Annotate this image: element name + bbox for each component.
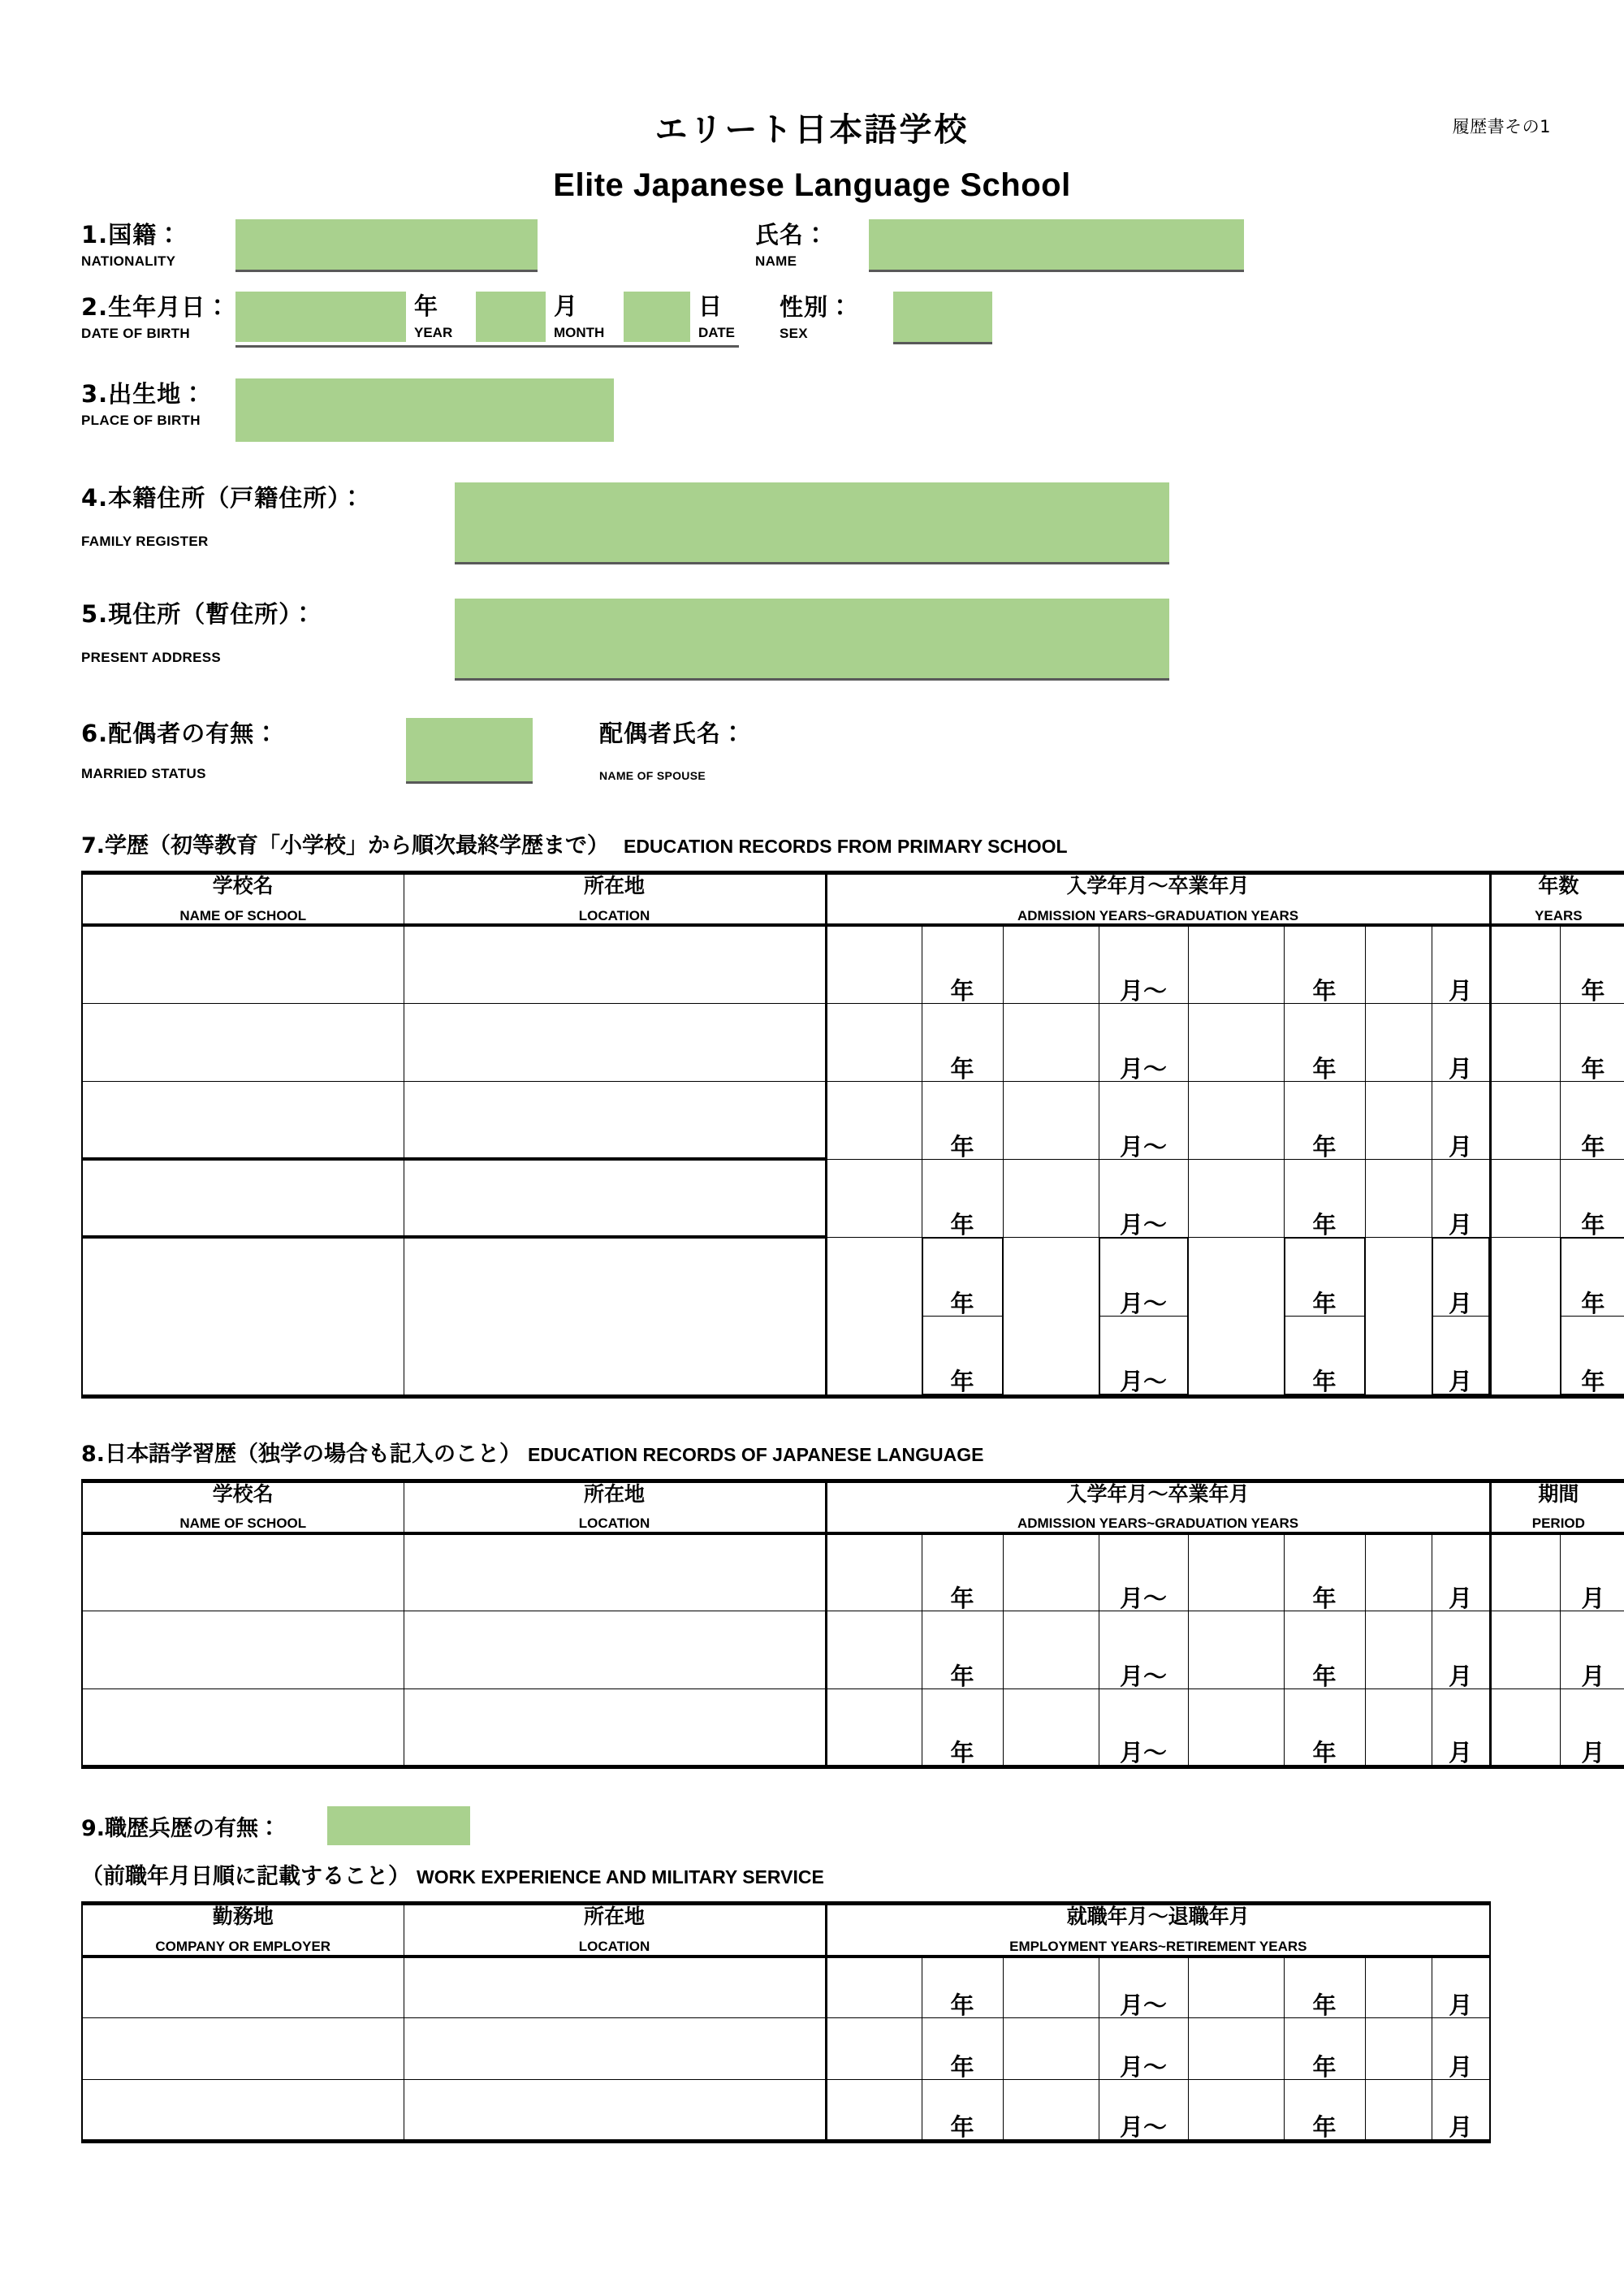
label-name: 氏名： NAME [755,221,829,270]
s8-r2-from-year[interactable] [826,1611,922,1689]
s7-r5b-from-month-unit: 月～ [1099,1316,1187,1394]
s7-r2-years-unit: 年 [1560,1003,1624,1081]
s8-r2-location[interactable] [404,1611,826,1689]
s7-r2-to-month[interactable] [1365,1003,1432,1081]
s8-r2-from-month-unit: 月～ [1099,1611,1188,1689]
section8-table [81,1479,1624,1770]
s8-r2-to-month-unit: 月 [1432,1611,1490,1689]
s9-r3-to-year[interactable] [1188,2080,1284,2142]
s9-r1-from-year[interactable] [826,1957,922,2018]
place-of-birth-input[interactable] [235,378,614,442]
s8-r1-to-month-unit: 月 [1432,1533,1490,1611]
section9-subcaption: （前職年月日順に記載すること） WORK EXPERIENCE AND MILITARY SERVICE [81,1864,824,1890]
s8-r3-to-year[interactable] [1188,1689,1284,1767]
s7-r5a-from-month-unit: 月～ [1099,1238,1187,1316]
s9-r2-location[interactable] [404,2018,826,2080]
table-row [82,1533,1624,1611]
row-married-status [81,721,1624,784]
s8-r2-from-month[interactable] [1003,1611,1099,1689]
section9-th-location: 所在地 LOCATION [404,1904,826,1957]
s9-r3-location[interactable] [404,2080,826,2142]
s7-r3-years[interactable] [1490,1081,1560,1159]
s8-r1-from-year[interactable] [826,1533,922,1611]
section7-table [81,871,1624,1399]
s7-r4-years[interactable] [1490,1159,1560,1237]
section9-header-row [82,1904,1490,1957]
dob-month-unit-en: MONTH [554,325,605,340]
s7-r5b-from-year-unit: 年 [922,1316,1002,1394]
school-title-english: Elite Japanese Language School [553,167,1071,203]
s8-r3-from-year[interactable] [826,1689,922,1767]
section7-header-row [82,873,1624,926]
s7-r2-from-month-unit: 月～ [1099,1003,1188,1081]
s9-r3-to-year-unit: 年 [1284,2080,1365,2142]
sex-input[interactable] [893,292,992,344]
section8-th-location: 所在地 LOCATION [404,1481,826,1533]
section8-th-period: 期間 PERIOD [1490,1481,1624,1533]
section9-table [81,1901,1491,2143]
s7-r5-to-month-units [1432,1237,1490,1396]
s9-r1-from-year-unit: 年 [922,1957,1003,2018]
s8-r3-location[interactable] [404,1689,826,1767]
personal-info-fields [0,223,1624,784]
s7-r5a-from-year-unit: 年 [922,1238,1002,1316]
s9-r2-to-month[interactable] [1365,2018,1432,2080]
section7-th-dates: 入学年月～卒業年月 ADMISSION YEARS~GRADUATION YEARS [826,873,1490,926]
s8-r1-from-month[interactable] [1003,1533,1099,1611]
dob-date-unit-jp: 日 [698,292,723,320]
s7-r1-to-year[interactable] [1188,925,1284,1003]
section9-th-company: 勤務地 COMPANY OR EMPLOYER [82,1904,404,1957]
s9-r3-from-year[interactable] [826,2080,922,2142]
row-dob-sex [81,292,1624,348]
table-row [82,925,1624,1003]
s9-r1-location[interactable] [404,1957,826,2018]
s8-r2-period-unit: 月 [1560,1611,1624,1689]
s7-r2-school[interactable] [82,1003,404,1081]
s9-r3-from-year-unit: 年 [922,2080,1003,2142]
table-row [82,1003,1624,1081]
s7-r1-from-year-unit: 年 [922,925,1003,1003]
s8-r2-from-year-unit: 年 [922,1611,1003,1689]
s9-r1-from-month-unit: 月～ [1099,1957,1188,2018]
s7-r5-location[interactable] [404,1237,826,1396]
s7-r4-to-year-unit: 年 [1284,1159,1365,1237]
section9-caption-row [0,1806,1624,1845]
s8-r2-period[interactable] [1490,1611,1560,1689]
s8-r3-from-month-unit: 月～ [1099,1689,1188,1767]
s8-r1-to-month[interactable] [1365,1533,1432,1611]
s7-r5-from-year-units [922,1237,1003,1396]
s7-r2-to-month-unit: 月 [1432,1003,1490,1081]
nationality-input[interactable] [235,219,538,272]
s9-r1-to-year[interactable] [1188,1957,1284,2018]
s7-r1-from-month[interactable] [1003,925,1099,1003]
s8-r1-location[interactable] [404,1533,826,1611]
dob-year-unit-jp: 年 [414,292,438,320]
document-code: 履歴書その1 [1452,117,1551,136]
dob-date-input[interactable] [624,292,690,342]
dob-month-unit-jp: 月 [554,292,578,320]
s9-r2-from-month[interactable] [1003,2018,1099,2080]
s7-r3-to-year-unit: 年 [1284,1081,1365,1159]
label-sex: 性別： SEX [780,293,853,342]
s7-r3-from-year[interactable] [826,1081,922,1159]
family-register-input[interactable] [455,482,1169,564]
s8-r3-from-month[interactable] [1003,1689,1099,1767]
s9-r2-to-year-unit: 年 [1284,2018,1365,2080]
label-family-register: 4.本籍住所（戸籍住所）： FAMILY REGISTER [81,484,365,550]
s9-r2-company[interactable] [82,2018,404,2080]
label-spouse-name: 配偶者氏名： NAME OF SPOUSE [599,720,746,783]
label-place-of-birth: 3.出生地： PLACE OF BIRTH [81,380,206,429]
s7-r4-school[interactable] [82,1159,404,1237]
s7-r2-from-month[interactable] [1003,1003,1099,1081]
s7-r4-to-year[interactable] [1188,1159,1284,1237]
s8-r3-to-month[interactable] [1365,1689,1432,1767]
s8-r2-to-year-unit: 年 [1284,1611,1365,1689]
s7-r5-from-month-units [1099,1237,1188,1396]
s8-r2-to-month[interactable] [1365,1611,1432,1689]
table-row [82,1159,1624,1237]
table-row [82,2018,1490,2080]
section8-th-dates: 入学年月～卒業年月 ADMISSION YEARS~GRADUATION YEARS [826,1481,1490,1533]
s7-r5-years[interactable] [1490,1237,1560,1396]
s7-r5-to-year-units [1284,1237,1365,1396]
s7-r1-from-year[interactable] [826,925,922,1003]
s8-r2-to-year[interactable] [1188,1611,1284,1689]
label-date-of-birth: 2.生年月日： DATE OF BIRTH [81,293,231,342]
s7-r2-years[interactable] [1490,1003,1560,1081]
s9-r1-to-year-unit: 年 [1284,1957,1365,2018]
s9-r1-to-month-unit: 月 [1432,1957,1490,2018]
table-row [82,1237,1624,1396]
s7-r4-years-unit: 年 [1560,1159,1624,1237]
table-row [82,2080,1490,2142]
section7-caption: 7.学歴（初等教育「小学校」から順次最終学歴まで） EDUCATION RECORDS FROM PRIMARY SCHOOL [81,833,1068,858]
s8-r1-from-month-unit: 月～ [1099,1533,1188,1611]
s8-r3-to-year-unit: 年 [1284,1689,1365,1767]
s7-r2-to-year-unit: 年 [1284,1003,1365,1081]
s7-r4-from-year[interactable] [826,1159,922,1237]
table-row [82,1081,1624,1159]
dob-rule [235,345,739,348]
s8-r3-period-unit: 月 [1560,1689,1624,1767]
s8-r3-to-month-unit: 月 [1432,1689,1490,1767]
s7-r4-to-month[interactable] [1365,1159,1432,1237]
s7-r3-years-unit: 年 [1560,1081,1624,1159]
dob-year-input[interactable] [235,292,406,342]
s7-r3-school[interactable] [82,1081,404,1159]
dob-date-unit-en: DATE [698,325,736,340]
s7-r2-to-year[interactable] [1188,1003,1284,1081]
s7-r5-school[interactable] [82,1237,404,1396]
s8-r1-period[interactable] [1490,1533,1560,1611]
section7-th-school: 学校名 NAME OF SCHOOL [82,873,404,926]
s7-r3-to-month[interactable] [1365,1081,1432,1159]
s9-r2-from-month-unit: 月～ [1099,2018,1188,2080]
label-present-address: 5.現住所（暫住所）： PRESENT ADDRESS [81,600,316,666]
s9-r1-to-month[interactable] [1365,1957,1432,2018]
s7-r5-to-month[interactable] [1365,1237,1432,1396]
section9-caption: 9.職歴兵歴の有無： [81,1815,281,1841]
s7-r3-from-year-unit: 年 [922,1081,1003,1159]
s9-r2-to-month-unit: 月 [1432,2018,1490,2080]
s9-r3-to-month[interactable] [1365,2080,1432,2142]
s7-r1-from-month-unit: 月～ [1099,925,1188,1003]
s9-r2-to-year[interactable] [1188,2018,1284,2080]
s7-r1-location[interactable] [404,925,826,1003]
s9-r3-to-month-unit: 月 [1432,2080,1490,2142]
s8-r2-school[interactable] [82,1611,404,1689]
s7-r1-to-year-unit: 年 [1284,925,1365,1003]
s7-r5-to-year[interactable] [1188,1237,1284,1396]
dob-year-unit-en: YEAR [414,325,453,340]
s7-r1-to-month[interactable] [1365,925,1432,1003]
s9-r2-from-year-unit: 年 [922,2018,1003,2080]
s7-r5-from-month[interactable] [1003,1237,1099,1396]
s7-r1-years[interactable] [1490,925,1560,1003]
s7-r4-from-year-unit: 年 [922,1159,1003,1237]
s7-r3-from-month-unit: 月～ [1099,1081,1188,1159]
s9-r2-from-year[interactable] [826,2018,922,2080]
work-experience-status-input[interactable] [327,1806,470,1845]
s8-r3-from-year-unit: 年 [922,1689,1003,1767]
s7-r2-location[interactable] [404,1003,826,1081]
s7-r5a-to-year-unit: 年 [1285,1238,1364,1316]
s8-r1-from-year-unit: 年 [922,1533,1003,1611]
s7-r1-to-month-unit: 月 [1432,925,1490,1003]
table-row [82,1689,1624,1767]
section9-th-dates: 就職年月～退職年月 EMPLOYMENT YEARS~RETIREMENT YEARS [826,1904,1490,1957]
label-nationality: 1.国籍： NATIONALITY [81,221,182,270]
s9-r1-company[interactable] [82,1957,404,2018]
married-status-input[interactable] [406,718,533,784]
s7-r3-location[interactable] [404,1081,826,1159]
s7-r3-from-month[interactable] [1003,1081,1099,1159]
section8-th-school: 学校名 NAME OF SCHOOL [82,1481,404,1533]
section8-caption: 8.日本語学習歴（独学の場合も記入のこと） EDUCATION RECORDS OF JAPANESE LANGUAGE [81,1441,984,1467]
s9-r3-company[interactable] [82,2080,404,2142]
s7-r2-from-year-unit: 年 [922,1003,1003,1081]
s7-r2-from-year[interactable] [826,1003,922,1081]
s8-r1-period-unit: 月 [1560,1533,1624,1611]
table-row [82,1957,1490,2018]
s7-r4-location[interactable] [404,1159,826,1237]
s7-r5a-to-month-unit: 月 [1432,1238,1488,1316]
s7-r5b-to-year-unit: 年 [1285,1316,1364,1394]
row-place-of-birth [81,382,1624,442]
school-title-japanese: エリート日本語学校 [654,111,970,149]
s7-r1-school[interactable] [82,925,404,1003]
section8-header-row [82,1481,1624,1533]
s7-r4-to-month-unit: 月 [1432,1159,1490,1237]
s7-r5b-years-unit: 年 [1561,1316,1624,1394]
section7-th-location: 所在地 LOCATION [404,873,826,926]
s8-r1-to-year-unit: 年 [1284,1533,1365,1611]
s7-r5-from-year[interactable] [826,1237,922,1396]
table-row [82,1611,1624,1689]
dob-month-input[interactable] [476,292,546,342]
s7-r5b-to-month-unit: 月 [1432,1316,1488,1394]
s9-r3-from-month-unit: 月～ [1099,2080,1188,2142]
s8-r1-school[interactable] [82,1533,404,1611]
s7-r5-years-units [1560,1237,1624,1396]
s7-r4-from-month[interactable] [1003,1159,1099,1237]
s7-r4-from-month-unit: 月～ [1099,1159,1188,1237]
s7-r3-to-month-unit: 月 [1432,1081,1490,1159]
s8-r3-school[interactable] [82,1689,404,1767]
present-address-input[interactable] [455,599,1169,681]
s7-r5a-years-unit: 年 [1561,1238,1624,1316]
s7-r1-years-unit: 年 [1560,925,1624,1003]
name-input[interactable] [869,219,1244,272]
row-nationality-name [81,223,1624,272]
row-family-register [81,486,1624,564]
s8-r3-period[interactable] [1490,1689,1560,1767]
s9-r3-from-month[interactable] [1003,2080,1099,2142]
s9-r1-from-month[interactable] [1003,1957,1099,2018]
section7-th-years: 年数 YEARS [1490,873,1624,926]
s7-r3-to-year[interactable] [1188,1081,1284,1159]
s8-r1-to-year[interactable] [1188,1533,1284,1611]
row-present-address [81,602,1624,681]
label-married-status: 6.配偶者の有無： MARRIED STATUS [81,720,279,782]
